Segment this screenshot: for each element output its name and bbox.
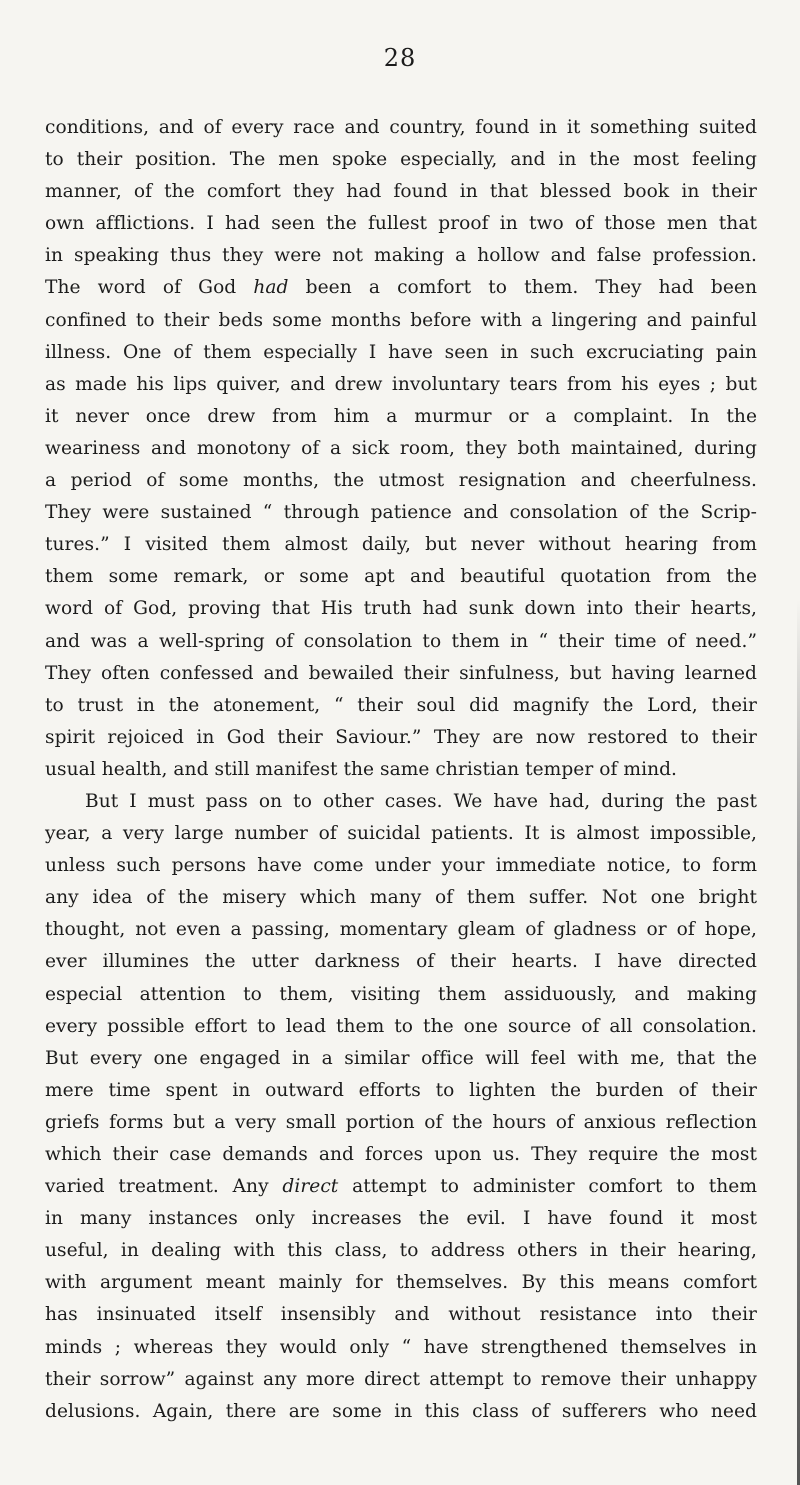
text-line: to trust in the atonement, “ their soul did magnify the Lord, their: [45, 694, 757, 716]
text-line: usual health, and still manifest the same christian temper of mind.: [45, 758, 678, 780]
text-line: in speaking thus they were not making a hollow and false profession.: [45, 245, 757, 267]
text-line: conditions, and of every race and country, found in it something suited: [45, 117, 757, 138]
text-line: which their case demands and forces upon us. They require the most: [45, 1144, 757, 1165]
text-line: has insinuated itself insensibly and without resistance into their: [45, 1304, 757, 1326]
text-line: their sorrow” against any more direct attempt to remove their unhappy: [45, 1368, 757, 1390]
text-line: thought, not even a passing, momentary gleam of gladness or of hope,: [45, 919, 757, 941]
text-line: as made his lips quiver, and drew involuntary tears from his eyes ; but: [45, 373, 757, 395]
text-line: it never once drew from him a murmur or a complaint. In the: [45, 405, 757, 427]
text-line: to their position. The men spoke especially, and in the most feeling: [45, 149, 757, 171]
text-line: weariness and monotony of a sick room, they both maintained, during: [45, 437, 757, 459]
text-line: in many instances only increases the evil. I have found it most: [45, 1208, 757, 1230]
text-line: especial attention to them, visiting them assiduously, and making: [45, 983, 757, 1005]
text-line: griefs forms but a very small portion of the hours of anxious reflection: [45, 1111, 757, 1133]
text-line: and was a well-spring of consolation to them in “ their time of need.”: [45, 630, 757, 652]
text-line: ever illumines the utter darkness of their hearts. I have directed: [45, 951, 757, 973]
text-line: own afflictions. I had seen the fullest proof in two of those men that: [45, 213, 757, 235]
text-line: mere time spent in outward efforts to lighten the burden of their: [45, 1079, 757, 1101]
text-line: tures.” I visited them almost daily, but never without hearing from: [45, 534, 757, 556]
text-line: word of God, proving that His truth had sunk down into their hearts,: [45, 598, 757, 620]
italic-word: direct: [282, 1176, 339, 1198]
body-text: [45, 112, 757, 1428]
text-line: manner, of the comfort they had found in that blessed book in their: [45, 181, 757, 203]
page-number: 28: [383, 44, 417, 72]
text-line: spirit rejoiced in God their Saviour.” They are now restored to their: [45, 726, 757, 748]
text-line: illness. One of them especially I have seen in such excruciating pain: [45, 341, 757, 363]
text-line: They often confessed and bewailed their sinfulness, but having learned: [45, 662, 757, 684]
italic-word: had: [253, 277, 289, 299]
text-line: unless such persons have come under your immediate notice, to form: [45, 855, 757, 877]
text-line: year, a very large number of suicidal patients. It is almost impossible,: [45, 823, 757, 845]
text-line: with argument meant mainly for themselves. By this means comfort: [45, 1272, 757, 1294]
text-line: But every one engaged in a similar office will feel with me, that the: [45, 1047, 757, 1069]
text-line: useful, in dealing with this class, to address others in their hearing,: [45, 1240, 757, 1262]
text-line: confined to their beds some months before with a lingering and painful: [45, 309, 757, 331]
text-line: But I must pass on to other cases. We have had, during the past: [85, 790, 757, 812]
text-line: every possible effort to lead them to the one source of all consolation.: [45, 1015, 757, 1037]
text-line: varied treatment. Any direct attempt to administer comfort to them: [45, 1176, 758, 1198]
text-line: any idea of the misery which many of them suffer. Not one bright: [45, 887, 757, 909]
text-line: The word of God had been a comfort to them. They had been: [45, 277, 757, 299]
text-line: a period of some months, the utmost resignation and cheerfulness.: [45, 470, 757, 492]
text-line: minds ; whereas they would only “ have strengthened themselves in: [45, 1336, 757, 1358]
text-line: delusions. Again, there are some in this class of sufferers who need: [45, 1400, 757, 1422]
text-line: They were sustained “ through patience and consolation of the Scrip-: [45, 502, 757, 524]
text-line: them some remark, or some apt and beautiful quotation from the: [45, 566, 757, 588]
